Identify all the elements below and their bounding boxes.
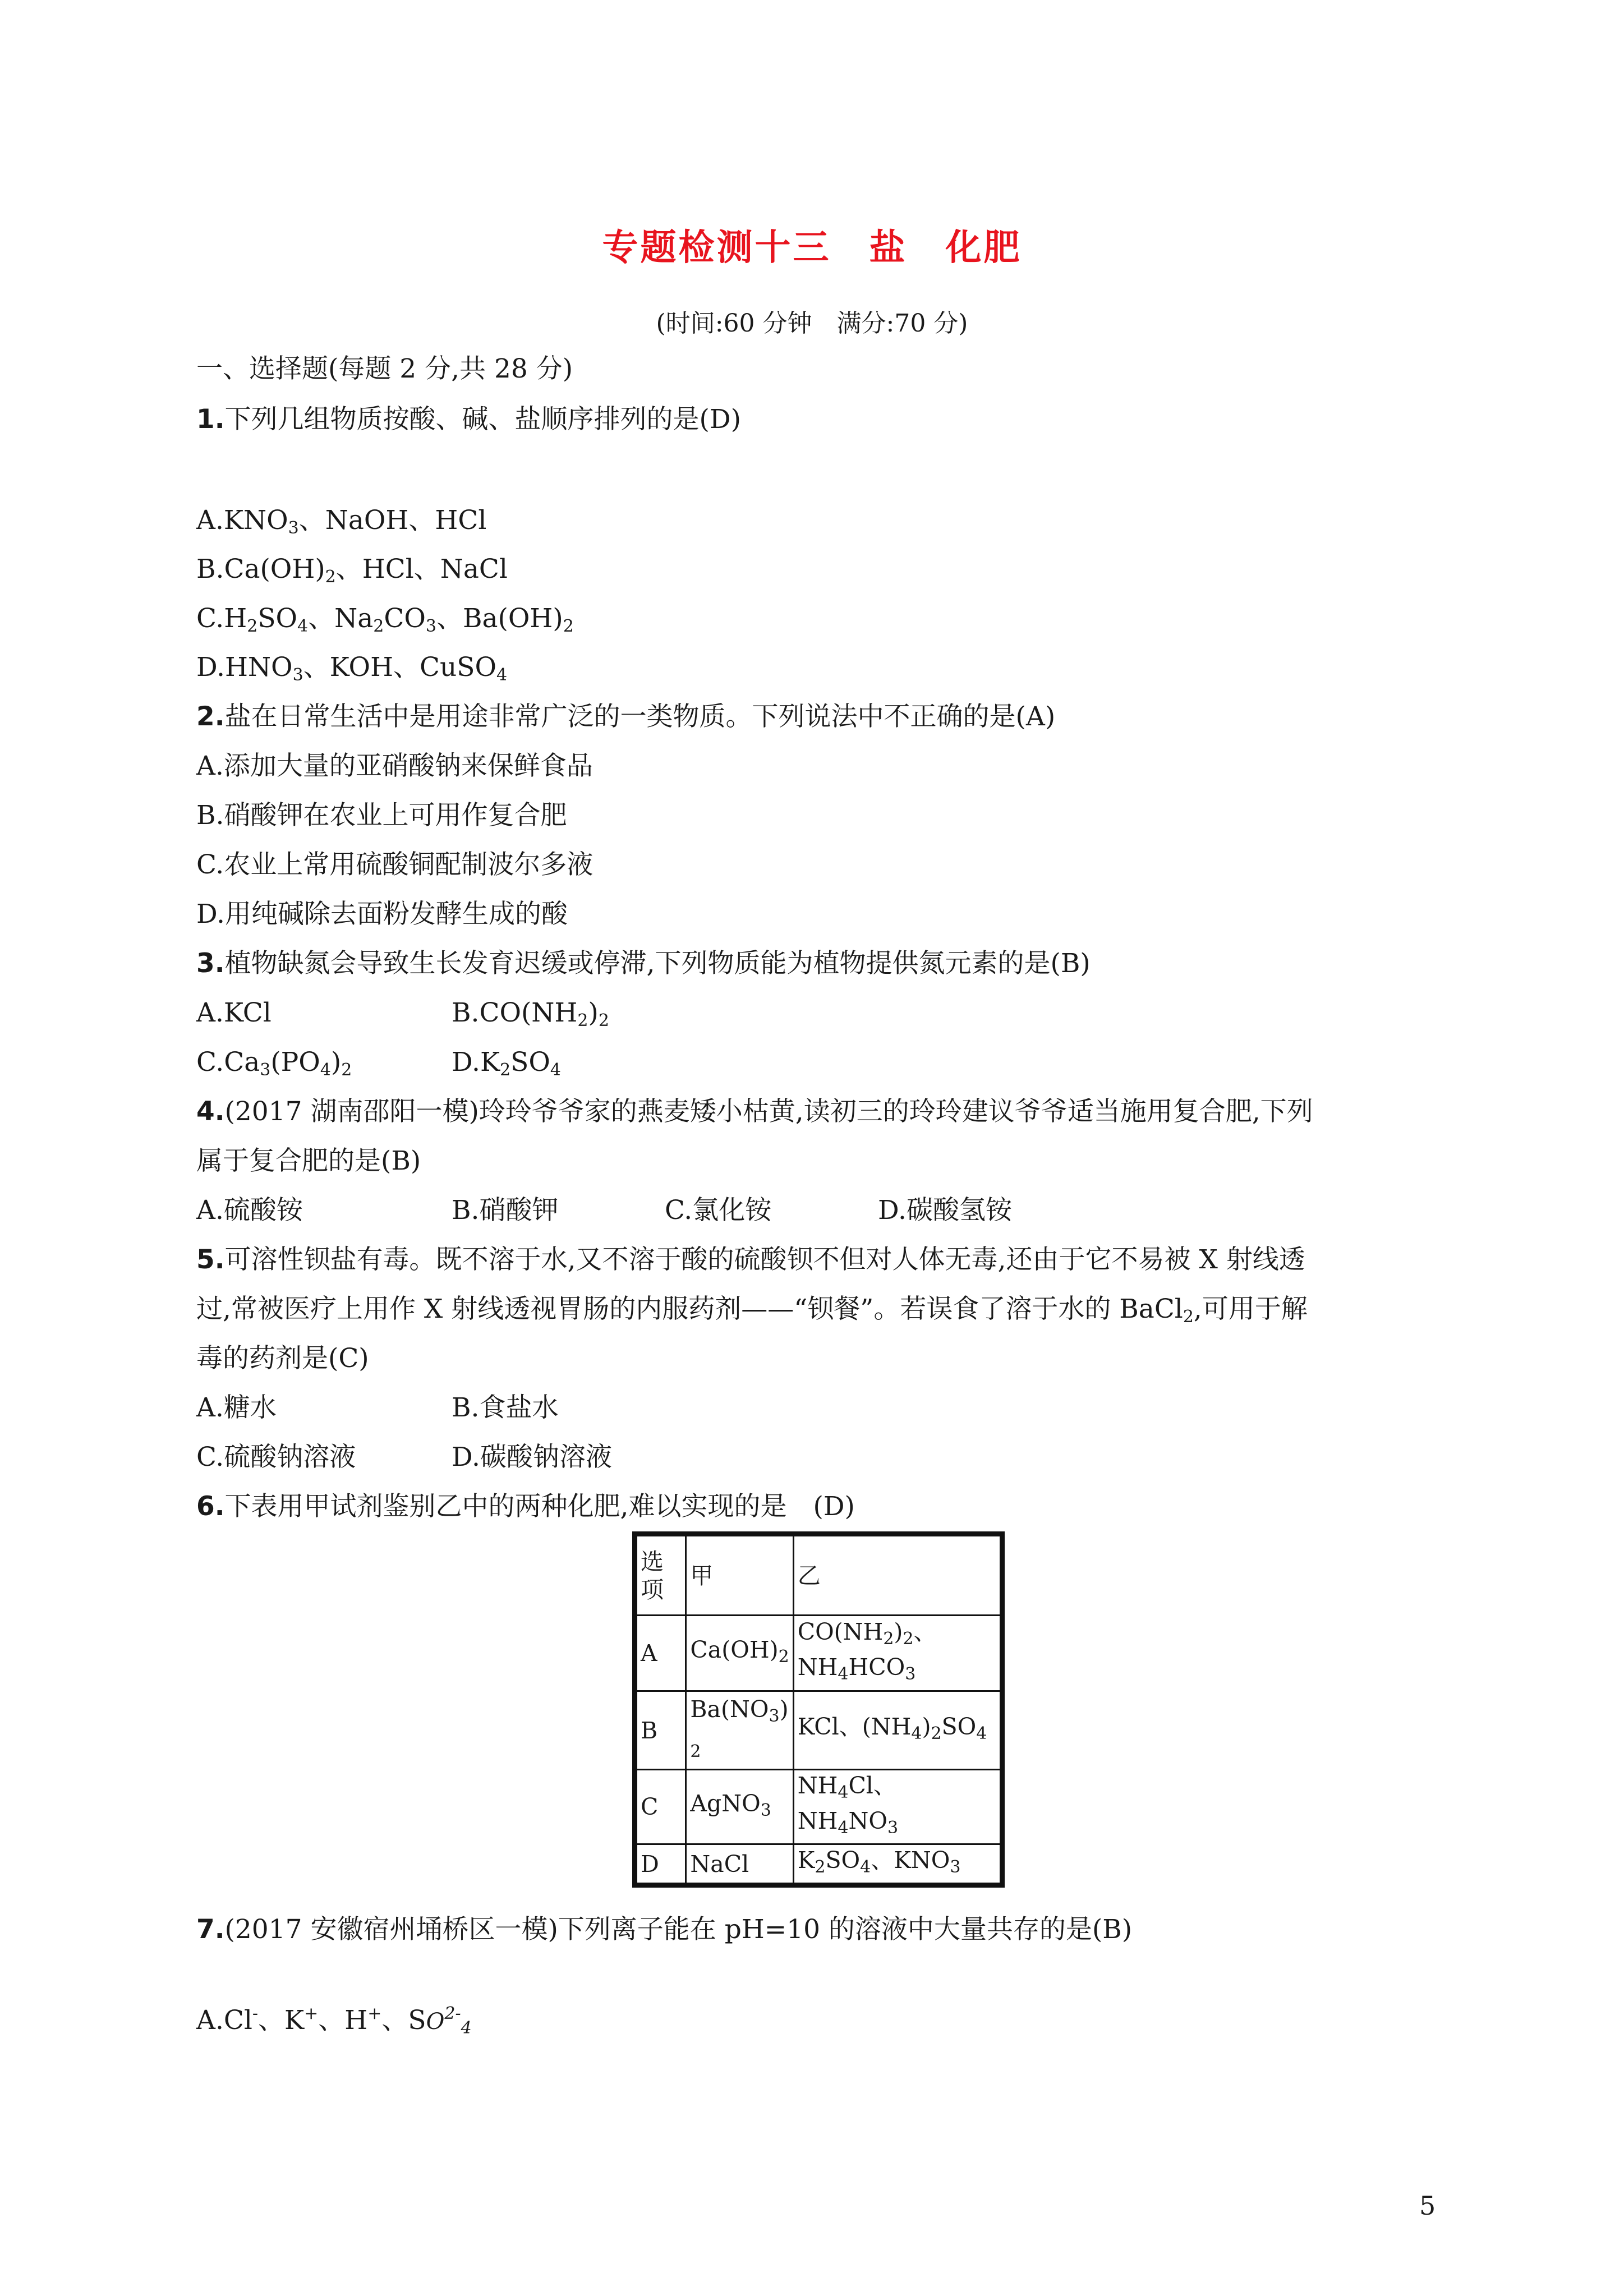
q5-option-b: B.食盐水 — [452, 1392, 559, 1423]
question-text: 下列几组物质按酸、碱、盐顺序排列的是(D) — [224, 404, 741, 435]
table-row: C AgNO$_3$ $NH_4Cl$、$NH_4NO_3$ — [635, 1770, 1002, 1844]
question-5-stem: 5.可溶性钡盐有毒。既不溶于水,又不溶于酸的硫酸钡不但对人体无毒,还由于它不易被 X 射线透 — [196, 1244, 1305, 1275]
q6-table — [632, 1531, 1005, 1888]
q2-option-c: C.农业上常用硫酸铜配制波尔多液 — [196, 849, 594, 880]
header-yi: 乙 — [793, 1534, 1002, 1616]
header-jia: 甲 — [686, 1534, 793, 1616]
question-2-stem: 2.盐在日常生活中是用途非常广泛的一类物质。下列说法中不正确的是(A) — [196, 701, 1056, 732]
header-option: 选项 — [635, 1534, 686, 1616]
question-4-stem: 4.(2017 湖南邵阳一模)玲玲爷爷家的燕麦矮小枯黄,读初三的玲玲建议爷爷适当施用复合肥,下列 — [196, 1096, 1313, 1127]
table-row: D NaCl $K_2SO_4$、$KNO_3$ — [635, 1844, 1002, 1885]
exam-info: (时间:60 分钟 满分:70 分) — [656, 309, 968, 338]
question-5-stem-end: 毒的药剂是(C) — [196, 1343, 369, 1374]
table-row: B $Ba(NO_3)$ $_2$ KCl、$(NH_4)_2SO_4$ — [635, 1691, 1002, 1770]
q3-option-c: $C.Ca_3(PO_4)_2$ — [196, 1047, 352, 1080]
q5-option-a: A.糖水 — [196, 1392, 277, 1423]
question-6-stem: 6.下表用甲试剂鉴别乙中的两种化肥,难以实现的是 (D) — [196, 1491, 855, 1522]
section-heading: 一、选择题(每题 2 分,共 28 分) — [196, 353, 573, 384]
question-4-stem-cont: 属于复合肥的是(B) — [196, 1145, 421, 1176]
q4-option-a: A.硫酸铵 — [196, 1195, 303, 1226]
q1-option-d: $D.HNO_3$、KOH、CuSO$_4$ — [196, 652, 508, 685]
table-header-row — [635, 1534, 1002, 1616]
page-title: 专题检测十三 盐 化肥 — [602, 227, 1022, 269]
q3-option-d: $D.K_2SO_4$ — [452, 1047, 561, 1080]
q4-option-c: C.氯化铵 — [665, 1195, 772, 1226]
q1-option-c: $C.H_2SO_4$、$Na_2CO_3$、$Ba(OH)_2$ — [196, 603, 574, 636]
page-number: 5 — [1419, 2191, 1436, 2221]
question-1-stem — [196, 403, 741, 436]
question-5-stem-cont: 过,常被医疗上用作 X 射线透视胃肠的内服药剂——“钡餐”。若误食了溶于水的 BaCl$_2$,可用于解 — [196, 1294, 1308, 1327]
question-3-stem: 3.植物缺氮会导致生长发育迟缓或停滞,下列物质能为植物提供氮元素的是(B) — [196, 948, 1091, 979]
q2-option-d: D.用纯碱除去面粉发酵生成的酸 — [196, 899, 568, 930]
question-number: 1. — [196, 404, 225, 435]
q4-option-d: D.碳酸氢铵 — [878, 1195, 1012, 1226]
q5-option-c: C.硫酸钠溶液 — [196, 1442, 356, 1473]
q2-option-b: B.硝酸钾在农业上可用作复合肥 — [196, 800, 567, 831]
question-7-stem: 7.(2017 安徽宿州埇桥区一模)下列离子能在 pH=10 的溶液中大量共存的是(B) — [196, 1914, 1133, 1945]
q3-option-b: $B.CO(NH_2)_2$ — [452, 997, 609, 1030]
q1-option-b: $B.Ca(OH)_2$、HCl、NaCl — [196, 554, 508, 587]
q1-option-a: $A.KNO_3$、NaOH、HCl — [196, 505, 487, 538]
q4-option-b: B.硝酸钾 — [452, 1195, 559, 1226]
table-row: A $Ca(OH)_2$ $CO(NH_2)_2$、 $NH_4HCO_3$ — [635, 1616, 1002, 1691]
q3-option-a: A.KCl — [196, 997, 272, 1028]
q7-option-a: A.Cl-、K+、H+、$SO^{2-}_4$ — [196, 2004, 472, 2038]
q2-option-a: A.添加大量的亚硝酸钠来保鲜食品 — [196, 751, 593, 781]
sulfate-formula: $O^{2-}_4$ — [426, 2004, 472, 2038]
q5-option-d: D.碳酸钠溶液 — [452, 1442, 612, 1473]
